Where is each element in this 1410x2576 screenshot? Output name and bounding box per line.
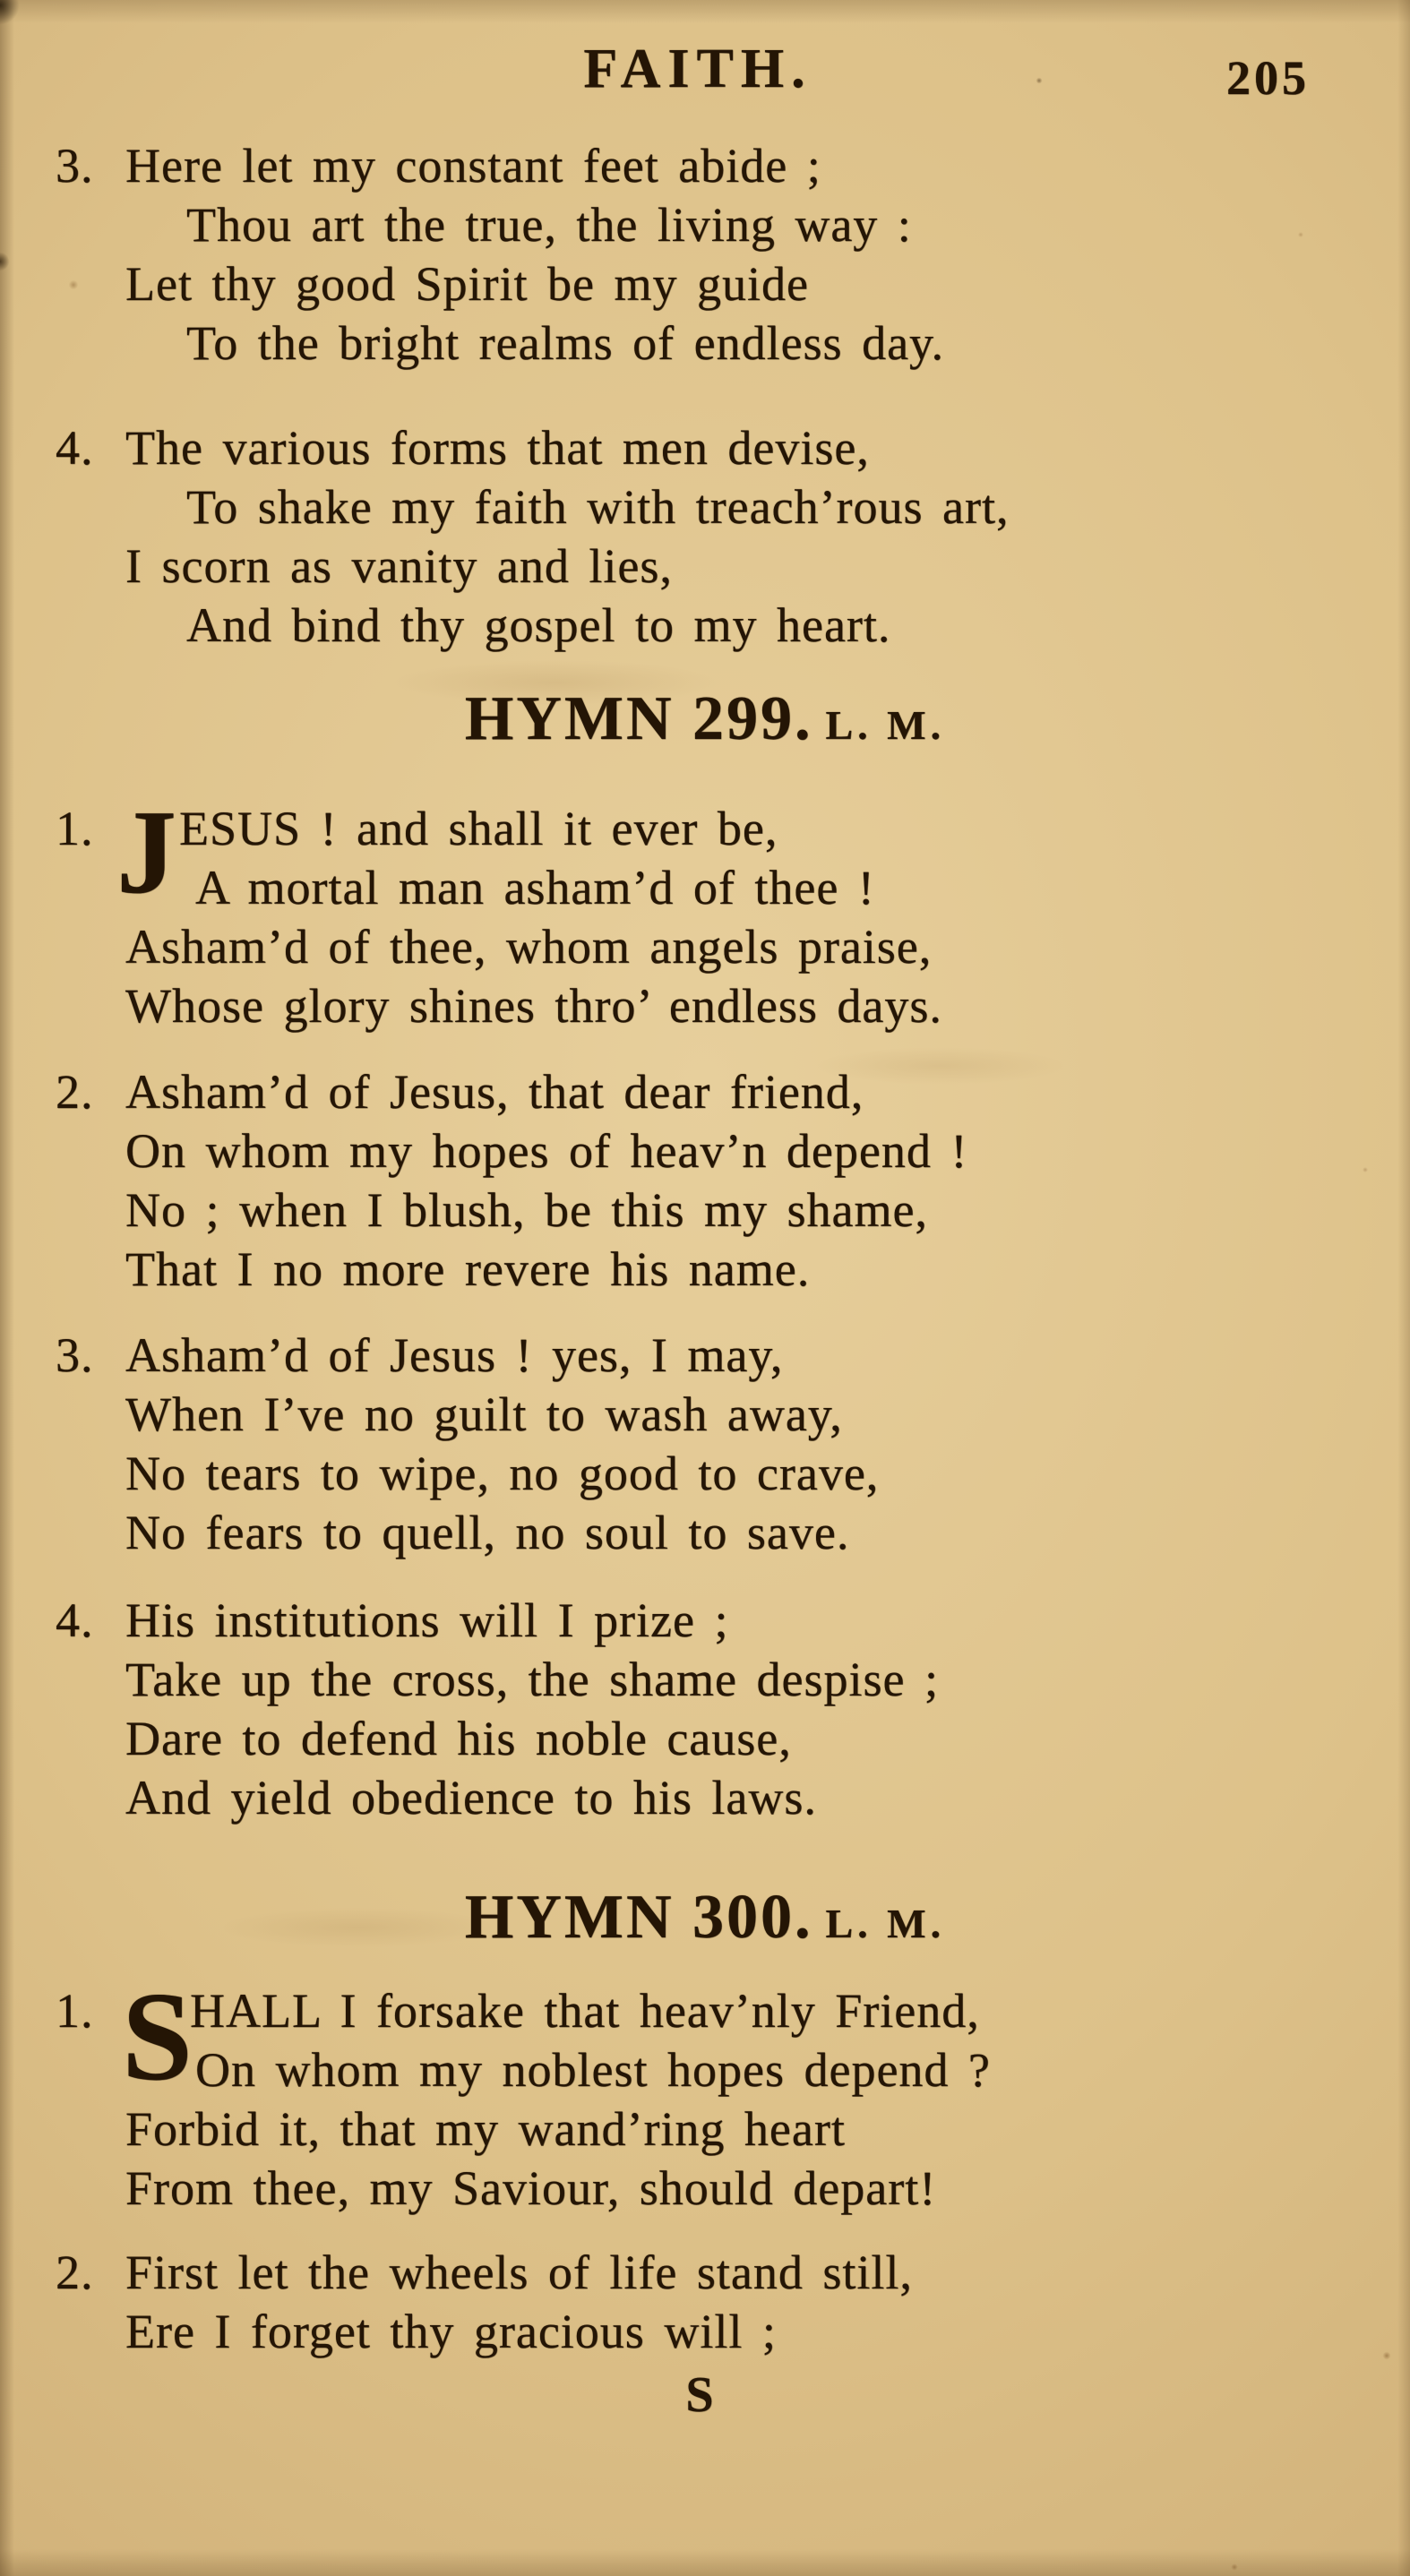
verse-line-text: Take up the cross, the shame despise ; <box>125 1653 939 1706</box>
hymn-299-title: HYMN 299. <box>464 684 813 753</box>
running-header-title: FAITH. <box>583 39 812 99</box>
verse-line <box>125 1385 1290 1444</box>
verse-line <box>56 1591 1290 1650</box>
verse-line-text: And yield obedience to his laws. <box>125 1771 817 1825</box>
verse-line-text: I scorn as vanity and lies, <box>125 539 673 593</box>
drop-cap-letter: S <box>122 1965 193 2107</box>
verse-line-text: First let the wheels of life stand still, <box>125 2245 913 2299</box>
stanza-prev-verse-3 <box>56 136 1290 373</box>
hymn-300-title: HYMN 300. <box>464 1883 813 1952</box>
hymn-299-stanza-4 <box>56 1591 1290 1827</box>
verse-line <box>125 917 1290 976</box>
hymn-299-stanza-3 <box>56 1326 1290 1562</box>
verse-number: 4. <box>56 1593 94 1647</box>
verse-line <box>125 537 1290 596</box>
verse-line <box>125 254 1290 313</box>
verse-line <box>125 2159 1290 2218</box>
verse-line <box>56 1326 1290 1385</box>
stanza-prev-verse-4 <box>56 418 1290 655</box>
verse-line-text: Dare to defend his noble cause, <box>125 1712 792 1765</box>
printer-signature-mark: S <box>685 2367 714 2423</box>
verse-line <box>56 136 1290 195</box>
verse-line-text: To shake my faith with treach’rous art, <box>186 480 1010 534</box>
verse-line <box>125 858 1290 917</box>
verse-line <box>125 1503 1290 1562</box>
verse-line-text: That I no more revere his name. <box>125 1242 811 1296</box>
verse-line <box>125 477 1290 537</box>
verse-line-text: The various forms that men devise, <box>125 421 870 475</box>
verse-line-text: Asham’d of Jesus, that dear friend, <box>125 1065 864 1119</box>
verse-line-text: A mortal man asham’d of thee ! <box>195 861 875 914</box>
verse-line <box>125 2099 1290 2159</box>
verse-line-text: Ere I forget thy gracious will ; <box>125 2305 777 2358</box>
verse-line <box>125 313 1290 373</box>
verse-number: 3. <box>56 1328 94 1382</box>
hymn-300-stanza-1 <box>56 1965 1290 2218</box>
verse-line-text: To the bright realms of endless day. <box>186 316 945 370</box>
verse-line-text: No fears to quell, no soul to save. <box>125 1506 850 1559</box>
verse-line <box>56 1062 1290 1121</box>
verse-line-text: HALL I forsake that heav’nly Friend, <box>190 1984 980 2038</box>
hymn-300-meter: L. M. <box>825 1901 946 1946</box>
verse-line <box>125 976 1290 1035</box>
verse-line-text: From thee, my Saviour, should depart! <box>125 2161 937 2215</box>
verse-line <box>125 2040 1290 2099</box>
verse-line-text: Asham’d of Jesus ! yes, I may, <box>125 1328 784 1382</box>
verse-line-text: No tears to wipe, no good to crave, <box>125 1447 880 1500</box>
verse-line-text: Whose glory shines thro’ endless days. <box>125 979 942 1033</box>
verse-line-text: On whom my noblest hopes depend ? <box>195 2043 991 2097</box>
verse-line <box>56 418 1290 477</box>
hymn-299-meter: L. M. <box>825 702 946 748</box>
verse-line <box>125 1709 1290 1768</box>
verse-line <box>125 1240 1290 1299</box>
verse-line <box>125 195 1290 254</box>
verse-number: 1. <box>56 802 94 855</box>
verse-line <box>125 596 1290 655</box>
verse-number: 1. <box>56 1984 94 2038</box>
verse-line-text: And bind thy gospel to my heart. <box>186 598 891 652</box>
hymn-299-heading <box>0 679 1410 776</box>
verse-line-text: Thou art the true, the living way : <box>186 198 912 252</box>
hymn-299-stanza-2 <box>56 1062 1290 1299</box>
verse-line-text: His institutions will I prize ; <box>125 1593 729 1647</box>
verse-line-text: When I’ve no guilt to wash away, <box>125 1387 843 1441</box>
verse-line <box>125 1444 1290 1503</box>
verse-line <box>125 1768 1290 1827</box>
verse-line-text: On whom my hopes of heav’n depend ! <box>125 1124 968 1178</box>
verse-number: 2. <box>56 2245 94 2299</box>
hymn-300-stanza-2 <box>56 2243 1290 2361</box>
verse-number: 4. <box>56 421 94 475</box>
page-number: 205 <box>1226 51 1310 105</box>
verse-line-text: Here let my constant feet abide ; <box>125 139 821 193</box>
verse-line-text: Forbid it, that my wand’ring heart <box>125 2102 846 2156</box>
verse-line <box>56 2243 1290 2302</box>
verse-number: 3. <box>56 139 94 193</box>
verse-line <box>125 1650 1290 1709</box>
verse-line-text: Let thy good Spirit be my guide <box>125 257 809 311</box>
verse-line <box>125 2302 1290 2361</box>
verse-line-text: ESUS ! and shall it ever be, <box>179 802 778 855</box>
hymn-299-stanza-1 <box>56 786 1290 1035</box>
verse-line-text: No ; when I blush, be this my shame, <box>125 1183 928 1237</box>
verse-line <box>125 1181 1290 1240</box>
drop-cap-letter: J <box>116 786 177 918</box>
verse-line-text: Asham’d of thee, whom angels praise, <box>125 920 933 974</box>
verse-line <box>125 1121 1290 1181</box>
verse-number: 2. <box>56 1065 94 1119</box>
hymn-300-heading <box>0 1877 1410 1974</box>
